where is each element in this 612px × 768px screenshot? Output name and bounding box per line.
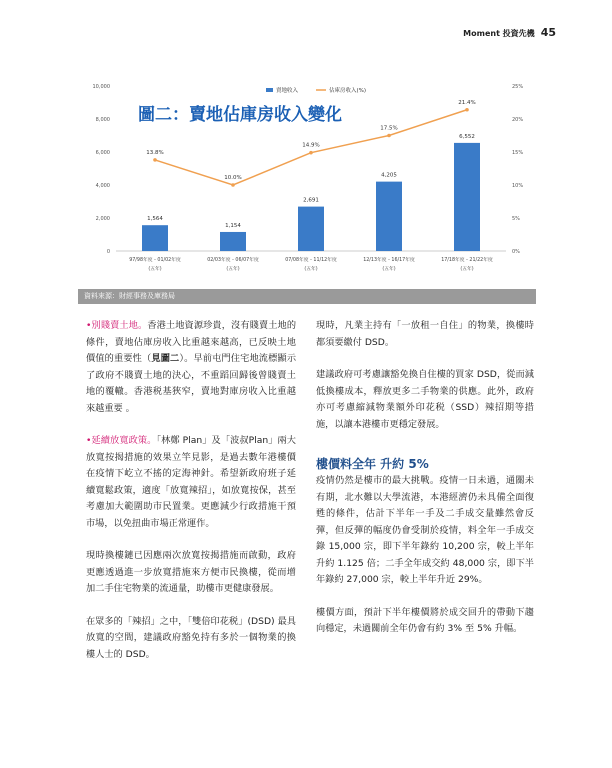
x-tick-label: 17/18年度 - 21/22年度 xyxy=(441,258,493,263)
y-right-tick-label: 5% xyxy=(512,216,520,222)
line-value-label: 13.8% xyxy=(146,149,164,156)
y-right-tick-label: 0% xyxy=(512,249,520,255)
paragraph-text: ）。早前屯門住宅地流標顯示了政府不賤賣土地的決心，不重蹈回歸後曾賤賣土地的覆轍。香港税基狹窄，賣地對庫房收入比重越來越重要 。 xyxy=(86,353,297,414)
legend-line-label: 佔庫房收入(%) xyxy=(329,88,367,94)
line-point xyxy=(465,108,469,112)
y-left-tick-label: 10,000 xyxy=(92,84,110,90)
bullet: • xyxy=(86,435,92,446)
bullet-heading: 別賤賣土地。 xyxy=(91,320,148,331)
y-left-tick-label: 6,000 xyxy=(95,150,110,156)
chart-bar xyxy=(142,225,168,251)
bullet-heading: 延續放寬政策。 xyxy=(91,435,157,446)
y-left-tick-label: 0 xyxy=(106,249,110,255)
legend-bar-swatch xyxy=(266,88,273,92)
paragraph-dsd: 在眾多的「辣招」之中，「雙倍印花税」(DSD) 最具放寬的空間，建議政府豁免持有多於一個物業的換樓人士的 DSD。 xyxy=(86,615,296,660)
y-left-tick-label: 8,000 xyxy=(95,117,110,123)
x-tick-sublabel: (五年) xyxy=(382,267,396,272)
bar-value-label: 6,552 xyxy=(459,133,475,140)
line-point xyxy=(387,134,391,138)
chart-bar xyxy=(376,182,402,251)
bar-value-label: 4,205 xyxy=(381,172,397,179)
magazine-title: Moment 投資先機 xyxy=(463,29,535,38)
x-tick-label: 02/03年度 - 06/07年度 xyxy=(207,258,259,263)
bar-value-label: 2,691 xyxy=(303,197,319,204)
line-value-label: 17.5% xyxy=(380,125,398,132)
section-title: 樓價料全年 升約 5% xyxy=(316,457,429,471)
paragraph-text: 香港土地資源珍貴，沒有賤賣土地的條件，賣地佔庫房收入比重越來越高，已反映土地價值的重要性（ xyxy=(86,320,297,364)
bullet: • xyxy=(86,320,92,331)
y-right-tick-label: 15% xyxy=(512,150,524,156)
y-right-tick-label: 20% xyxy=(512,117,524,123)
x-tick-sublabel: (五年) xyxy=(148,267,162,272)
chart-source: 資料來源：財經事務及庫務局 xyxy=(78,289,536,304)
x-tick-sublabel: (五年) xyxy=(460,267,474,272)
x-tick-label: 12/13年度 - 16/17年度 xyxy=(363,258,415,263)
paragraph-sell-land xyxy=(86,318,296,417)
paragraph-extend-policy xyxy=(86,433,296,532)
paragraph-upgrade-chain: 現時換樓鏈已因應兩次放寬按揭措施而啟動，政府更應透過進一步放寬措施來方便市民換樓，從而增加二手住宅物業的流通量，助樓市更健康發展。 xyxy=(86,550,296,594)
paragraph-prices: 樓價方面，預計下半年樓價將於成交回升的帶動下趨向穩定，未過關前全年仍會有約 3% 至 5% 升幅。 xyxy=(316,606,534,634)
chart-bar xyxy=(298,207,324,251)
paragraph-owners: 現時，凡業主持有「一放租一自住」的物業，換樓時都須要繳付 DSD。 xyxy=(316,320,534,348)
right-column xyxy=(316,318,534,638)
x-tick-sublabel: (五年) xyxy=(226,267,240,272)
chart-bar xyxy=(220,232,246,251)
chart-title: 圖二：賣地佔庫房收入變化 xyxy=(138,105,342,125)
paragraph-outlook: 疫情仍然是樓市的最大挑戰。疫情一日未過，通關未有期，北水難以大學流港，本港經濟仍未具備全面復甦的條件，估計下半年一手及二手成交量雖然會反彈，但反彈的幅度仍會受制於疫情，料全年一手成交錄 15,000 宗，即下半年錄約 10,200 宗，較上半年升約 1.125 倍；二手全年成交約 48,000 宗，即下半年錄約 27,000 宗，較上半年升近 29%。 xyxy=(316,475,534,585)
line-point xyxy=(153,158,157,162)
figure-reference: 見圖二 xyxy=(151,353,180,364)
paragraph-suggestion: 建議政府可考慮讓豁免換自住樓的買家 DSD，從而減低換樓成本，釋放更多二手物業的供應。此外，政府亦可考慮縮減物業額外印花税（SSD）辣招期等措施，以讓本港樓市更穩定發展。 xyxy=(316,369,534,430)
legend-bar-label: 賣地收入 xyxy=(276,88,299,94)
x-tick-label: 07/08年度 - 11/12年度 xyxy=(285,258,337,263)
y-left-tick-label: 2,000 xyxy=(95,216,110,222)
line-value-label: 10.0% xyxy=(224,175,242,181)
y-right-tick-label: 10% xyxy=(512,183,524,189)
x-tick-label: 97/98年度 - 01/02年度 xyxy=(129,258,181,263)
line-value-label: 21.4% xyxy=(458,99,476,106)
line-point xyxy=(309,151,313,155)
y-right-tick-label: 25% xyxy=(512,84,524,90)
chart-container xyxy=(78,76,536,304)
line-value-label: 14.9% xyxy=(302,142,320,149)
chart-svg xyxy=(78,76,536,289)
paragraph-text: 「林鄭 Plan」及「波叔Plan」兩大放寬按揭措施的效果立竿見影，是過去數年港樓價在疫情下屹立不搖的定海神針。希望新政府班子延續寬鬆政策，適度「放寬辣招」，如放寬按保，甚至考慮加大範圍助市民置業。更應減少行政措施干預市場，以免扭曲市場正常運作。 xyxy=(86,435,296,529)
x-tick-sublabel: (五年) xyxy=(304,267,318,272)
line-point xyxy=(231,183,235,187)
page-header xyxy=(463,26,556,39)
y-left-tick-label: 4,000 xyxy=(95,183,110,189)
left-column xyxy=(86,318,296,663)
bar-value-label: 1,564 xyxy=(147,216,163,223)
bar-value-label: 1,154 xyxy=(225,222,241,229)
page-number: 45 xyxy=(540,26,556,39)
chart-bar xyxy=(454,143,480,251)
